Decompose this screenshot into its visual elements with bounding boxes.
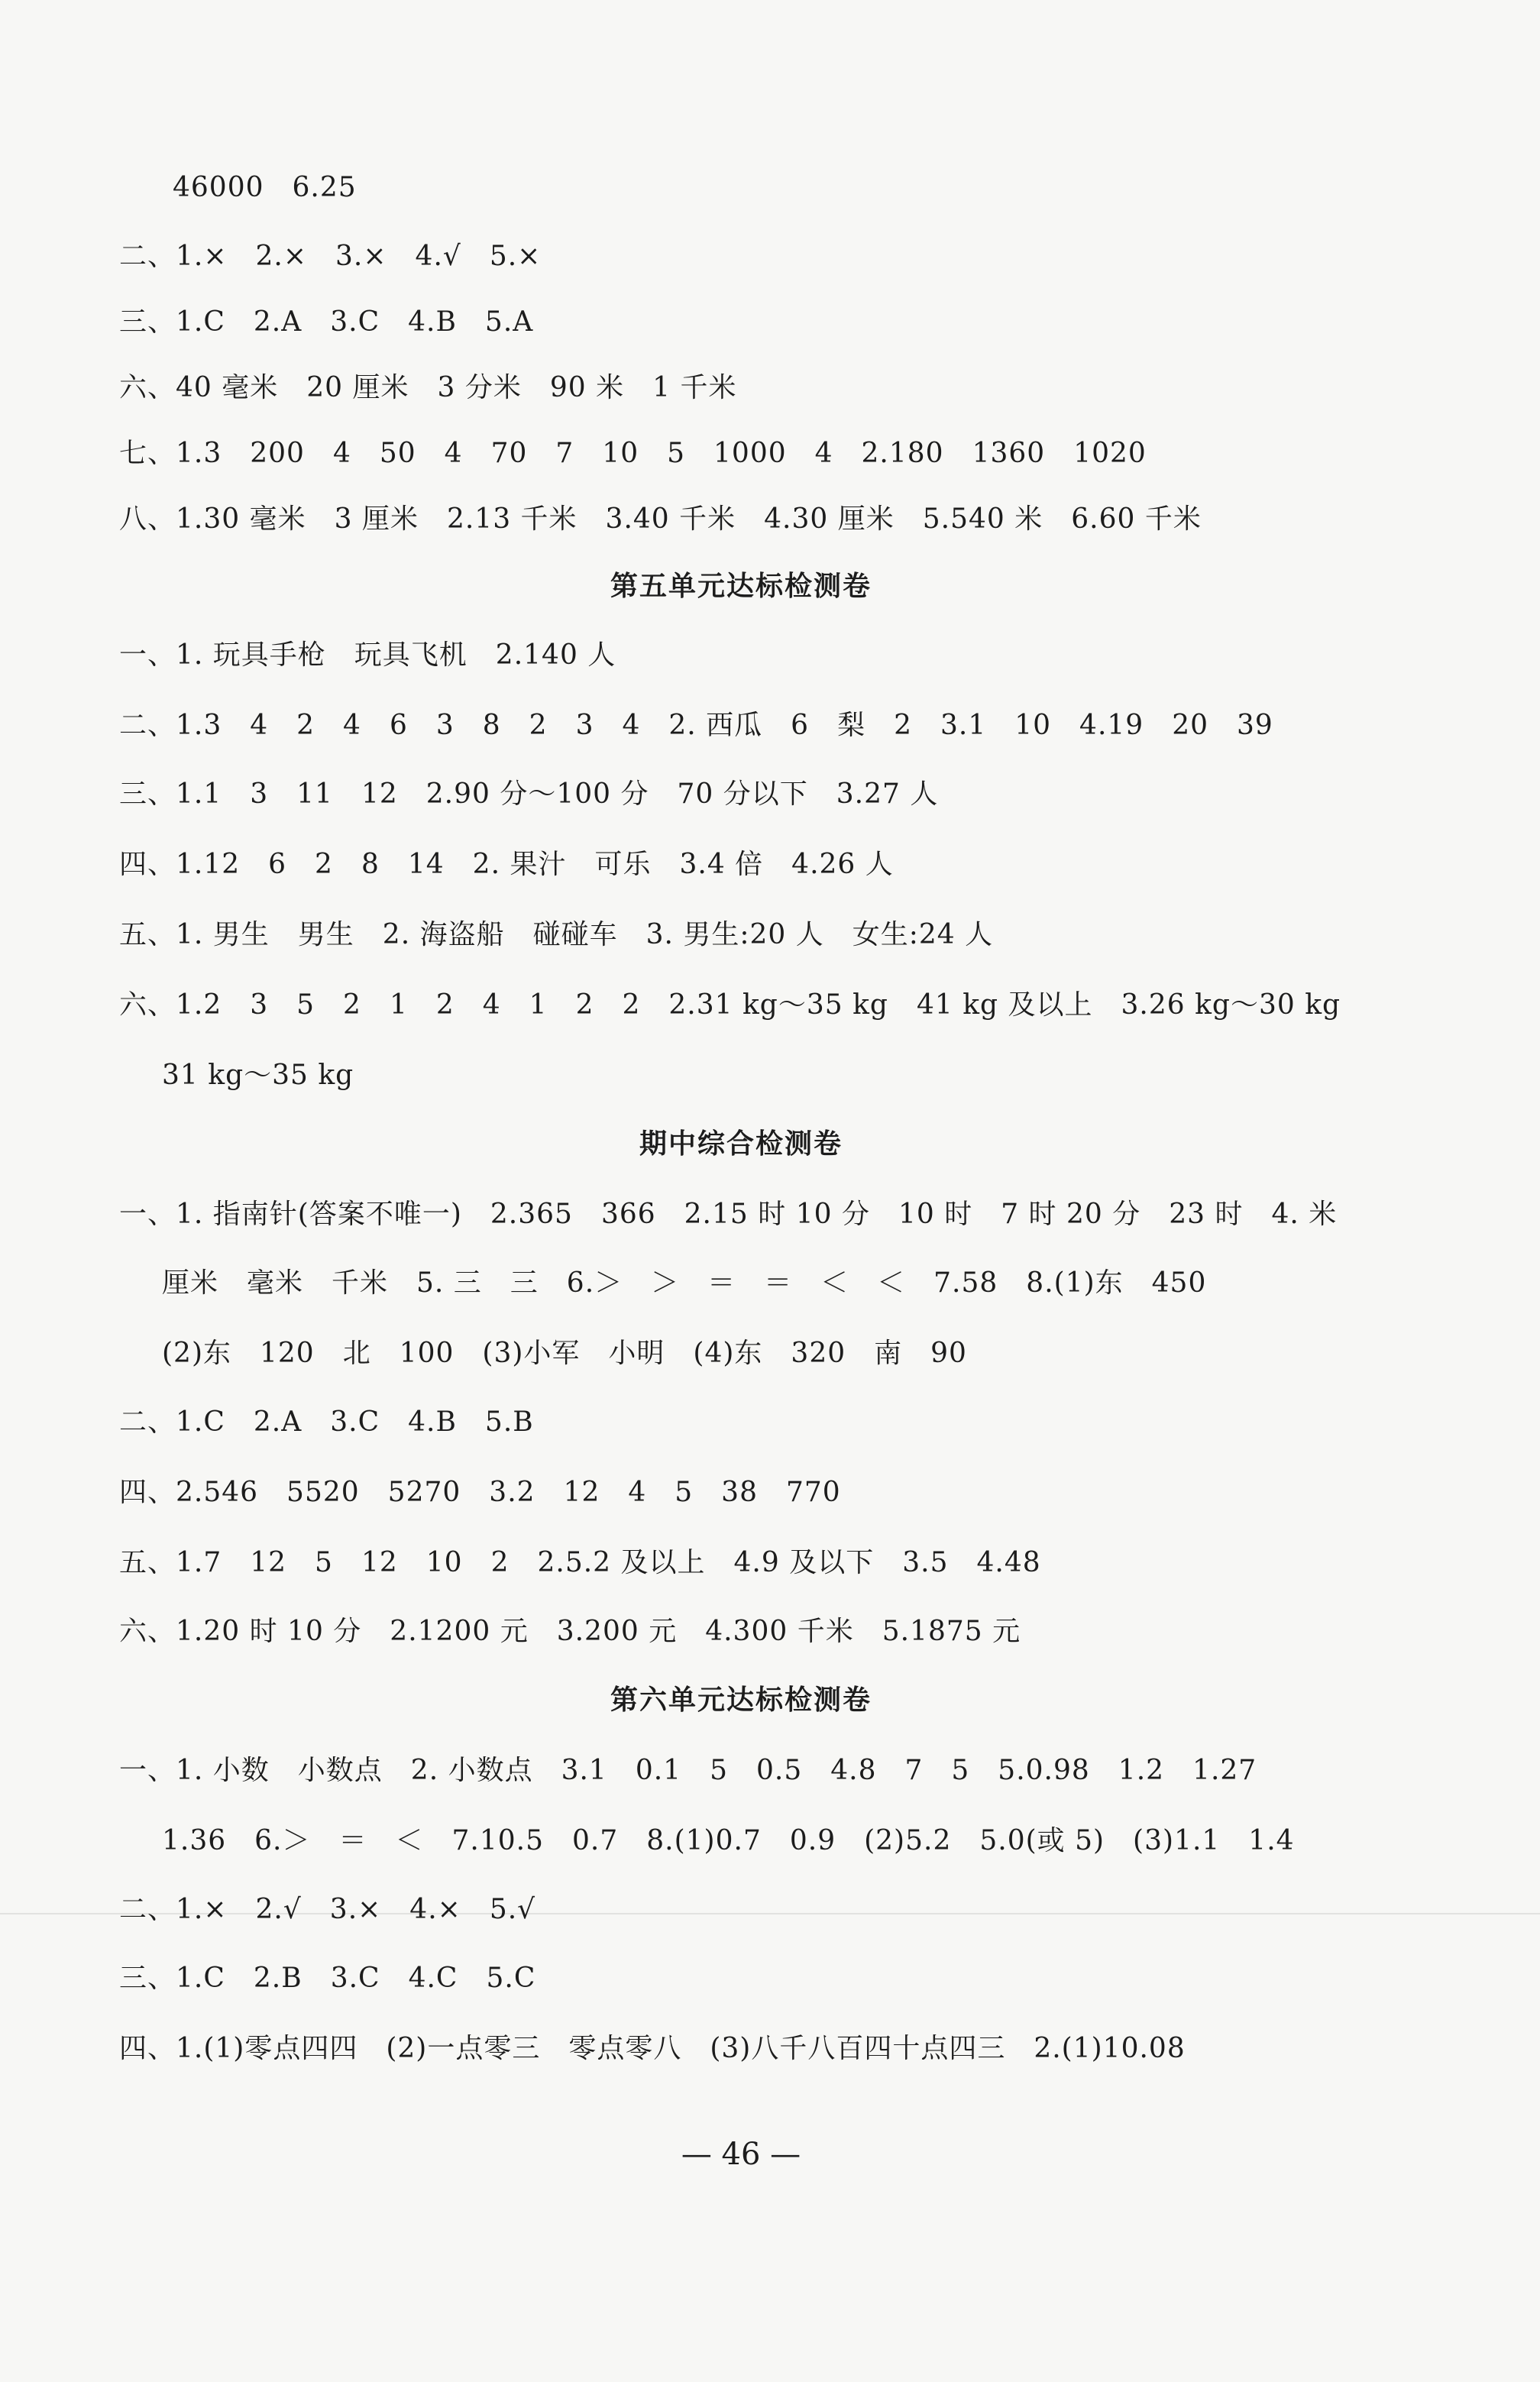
answer-line: 46000 6.25 [173,172,357,203]
answer-line: 四、1.(1)零点四四 (2)一点零三 零点零八 (3)八千八百四十点四三 2.(1)10.08 [119,2033,1186,2064]
answer-line: 三、1.C 2.A 3.C 4.B 5.A [119,306,534,338]
answer-line: 三、1.C 2.B 3.C 4.C 5.C [119,1963,536,1994]
answer-line-continued: 厘米 毫米 千米 5. 三 三 6.＞ ＞ ＝ ＝ ＜ ＜ 7.58 8.(1)东 450 [162,1267,1207,1299]
answer-line-continued: (2)东 120 北 100 (3)小军 小明 (4)东 320 南 90 [162,1338,967,1369]
answer-line: 一、1. 小数 小数点 2. 小数点 3.1 0.1 5 0.5 4.8 7 5 5.0.98 1.2 1.27 [119,1755,1257,1786]
answer-line: 一、1. 玩具手枪 玩具飞机 2.140 人 [119,639,616,671]
answer-line: 八、1.30 毫米 3 厘米 2.13 千米 3.40 千米 4.30 厘米 5.540 米 6.60 千米 [119,503,1202,535]
answer-line: 一、1. 指南针(答案不唯一) 2.365 366 2.15 时 10 分 10 时 7 时 20 分 23 时 4. 米 [119,1199,1338,1230]
answer-line: 六、1.2 3 5 2 1 2 4 1 2 2 2.31 kg～35 kg 41 kg 及以上 3.26 kg～30 kg [119,989,1341,1021]
section-heading: 第六单元达标检测卷 [610,1685,872,1716]
answer-line: 四、2.546 5520 5270 3.2 12 4 5 38 770 [119,1477,841,1508]
answer-line: 六、1.20 时 10 分 2.1200 元 3.200 元 4.300 千米 5.1875 元 [119,1616,1021,1647]
section-heading: 第五单元达标检测卷 [610,571,872,602]
answer-line: 五、1. 男生 男生 2. 海盗船 碰碰车 3. 男生:20 人 女生:24 人 [119,919,994,950]
answer-line: 二、1.× 2.× 3.× 4.√ 5.× [119,241,542,272]
answer-line: 二、1.C 2.A 3.C 4.B 5.B [119,1406,534,1438]
answer-line: 三、1.1 3 11 12 2.90 分～100 分 70 分以下 3.27 人 [119,778,939,810]
answer-line: 五、1.7 12 5 12 10 2 2.5.2 及以上 4.9 及以下 3.5 4.48 [119,1547,1041,1578]
page-number: — 46 — [681,2137,801,2172]
answer-line: 二、1.× 2.√ 3.× 4.× 5.√ [119,1894,536,1925]
answer-line: 六、40 毫米 20 厘米 3 分米 90 米 1 千米 [119,372,737,403]
section-heading: 期中综合检测卷 [639,1128,843,1160]
answer-line: 七、1.3 200 4 50 4 70 7 10 5 1000 4 2.180 1360 1020 [119,438,1147,469]
answer-line-continued: 1.36 6.＞ ＝ ＜ 7.10.5 0.7 8.(1)0.7 0.9 (2)5.2 5.0(或 5) (3)1.1 1.4 [162,1825,1295,1856]
answer-line: 四、1.12 6 2 8 14 2. 果汁 可乐 3.4 倍 4.26 人 [119,849,894,880]
answer-line-continued: 31 kg～35 kg [162,1060,354,1091]
answer-line: 二、1.3 4 2 4 6 3 8 2 3 4 2. 西瓜 6 梨 2 3.1 10 4.19 20 39 [119,710,1273,741]
